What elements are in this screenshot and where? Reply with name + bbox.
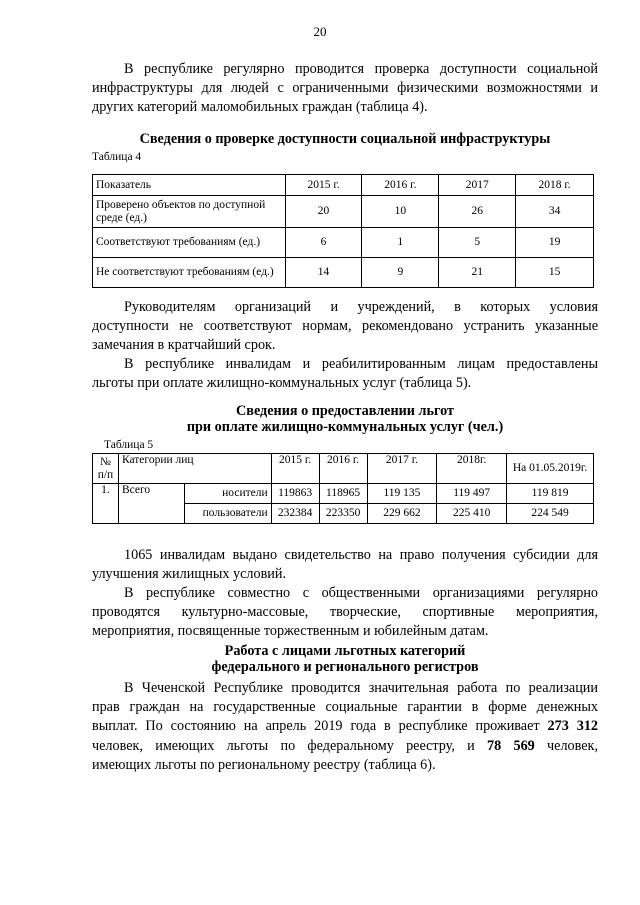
row-label: Соответствуют требованиям (ед.): [93, 228, 286, 258]
paragraph-accessibility-intro: [92, 60, 598, 118]
title-line: Работа с лицами льготных категорий: [224, 643, 466, 659]
text-line: мероприятия, посвященные торжественным и юбилейным датам.: [92, 623, 489, 640]
row-number: 1.: [93, 484, 119, 524]
row-label: Проверено объектов по доступной среде (ед.): [93, 196, 286, 228]
table-cell: 229 662: [367, 504, 437, 524]
table-row: [93, 196, 594, 228]
table-cell: 9: [362, 258, 439, 288]
table-cell: 119 135: [367, 484, 437, 504]
table4-title: Сведения о проверке доступности социальной инфраструктуры: [139, 131, 551, 147]
table4-caption: Таблица 4: [92, 151, 142, 163]
row-label: Не соответствуют требованиям (ед.): [93, 258, 286, 288]
header-cell: Показатель: [93, 175, 286, 196]
header-cell: Категории лиц: [118, 454, 271, 484]
paragraph-benefits: [92, 355, 598, 393]
text-fragment: человек, имеющих льготы по федеральному реестру, и: [92, 737, 475, 754]
text-line: проводятся культурно-массовые, творческие, спортивные мероприятия,: [92, 604, 598, 621]
table-cell: 21: [439, 258, 516, 288]
table-cell: 118965: [319, 484, 367, 504]
paragraph-recommendation: [92, 298, 598, 356]
table-cell: 119 497: [437, 484, 507, 504]
header-cell: 2016 г.: [362, 175, 439, 196]
table-cell: 119 819: [507, 484, 594, 504]
table-cell: 19: [516, 228, 594, 258]
table-header-row: [93, 454, 594, 484]
text-line: В республике инвалидам и реабилитированным лицам предоставлены: [124, 356, 598, 372]
federal-count: 273 312: [547, 718, 599, 735]
table5-caption: Таблица 5: [104, 439, 154, 451]
table-cell: 225 410: [437, 504, 507, 524]
header-cell: 2018 г.: [516, 175, 594, 196]
header-cell: 2018г.: [437, 454, 507, 484]
text-line: [92, 717, 598, 736]
table-row: [93, 258, 594, 288]
table-row: [93, 228, 594, 258]
table-cell: 26: [439, 196, 516, 228]
table-cell: 20: [285, 196, 362, 228]
text-fragment: выплат. По состоянию на апрель 2019 года в республике проживает: [92, 718, 540, 735]
header-cell: 2015 г.: [271, 454, 319, 484]
text-line: прав граждан на государственные социальные гарантии в форме денежных: [92, 699, 598, 716]
table-cell: 6: [285, 228, 362, 258]
page-number: 20: [313, 24, 327, 39]
header-cell: 2015 г.: [285, 175, 362, 196]
sub-row-label: носители: [184, 484, 271, 504]
row-label: Всего: [118, 484, 184, 524]
text-line: доступности не соответствуют нормам, рекомендовано устранить указанные: [92, 318, 598, 335]
table5: [92, 453, 594, 524]
header-cell: На 01.05.2019г.: [507, 454, 594, 484]
text-line: В республике регулярно проводится проверка доступности социальной: [124, 61, 598, 77]
table-cell: 224 549: [507, 504, 594, 524]
title-line: Сведения о предоставлении льгот: [236, 403, 454, 419]
paragraph-events: [92, 584, 598, 642]
table-cell: 119863: [271, 484, 319, 504]
text-line: других категорий маломобильных граждан (таблица 4).: [92, 99, 428, 116]
section-title: [92, 643, 598, 675]
paragraph-subsidy: [92, 546, 598, 584]
table-cell: 5: [439, 228, 516, 258]
text-line: замечания в кратчайший срок.: [92, 337, 276, 354]
title-line: при оплате жилищно-коммунальных услуг (чел.): [186, 419, 504, 435]
table-row: [93, 484, 594, 504]
regional-count: 78 569: [487, 737, 535, 754]
sub-row-label: пользователи: [184, 504, 271, 524]
text-fragment: человек,: [547, 737, 598, 754]
text-line: улучшения жилищных условий.: [92, 566, 287, 583]
text-line: [92, 737, 598, 756]
header-cell: 2017 г.: [367, 454, 437, 484]
text-line: В республике совместно с общественными организациями регулярно: [124, 585, 598, 601]
table4: [92, 174, 594, 288]
paragraph-chechen-republic: [92, 679, 598, 775]
text-line: В Чеченской Республике проводится значительная работа по реализации: [124, 680, 598, 696]
text-line: Руководителям организаций и учреждений, в которых условия: [124, 299, 598, 315]
table5-title: [92, 403, 598, 435]
table-cell: 10: [362, 196, 439, 228]
table-cell: 1: [362, 228, 439, 258]
table-header-row: [93, 175, 594, 196]
title-line: федерального и регионального регистров: [211, 659, 479, 675]
table-cell: 223350: [319, 504, 367, 524]
table-cell: 15: [516, 258, 594, 288]
table-cell: 14: [285, 258, 362, 288]
header-cell: 2017: [439, 175, 516, 196]
text-line: льготы при оплате жилищно-коммунальных услуг (таблица 5).: [92, 375, 472, 392]
text-line: имеющих льготы по региональному реестру (таблица 6).: [92, 756, 436, 773]
header-cell: 2016 г.: [319, 454, 367, 484]
text-line: инфраструктуры для людей с ограниченными физическими возможностями и: [92, 80, 598, 97]
header-cell: № п/п: [93, 454, 119, 484]
text-line: 1065 инвалидам выдано свидетельство на право получения субсидии для: [124, 547, 598, 563]
table-cell: 34: [516, 196, 594, 228]
table-cell: 232384: [271, 504, 319, 524]
